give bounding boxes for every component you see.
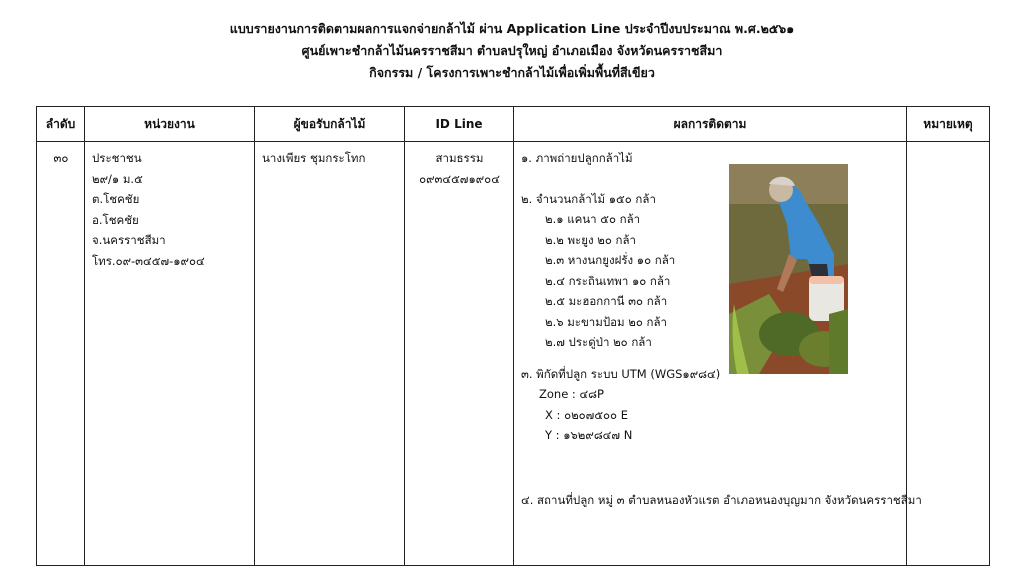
agency-cell	[85, 142, 255, 566]
seedling-item: ๒.๔ กระถินเทพา ๑๐ กล้า	[545, 273, 671, 288]
col-remark: หมายเหตุ	[907, 107, 990, 142]
report-activity: กิจกรรม / โครงการเพาะชำกล้าไม้เพื่อเพิ่มพื้นที่สีเขียว	[369, 65, 655, 80]
agency-province: จ.นครราชสีมา	[92, 233, 166, 247]
agency-phone: โทร.๐๙-๓๔๕๗-๑๙๐๔	[92, 253, 205, 268]
planting-photo-icon	[729, 164, 848, 374]
table-row	[37, 142, 990, 566]
seedling-item: ๒.๖ มะขามป้อม ๒๐ กล้า	[545, 314, 668, 329]
report-table	[36, 106, 990, 566]
photo-label: ๑. ภาพถ่ายปลูกกล้าไม้	[521, 151, 633, 165]
report-title: แบบรายงานการติดตามผลการแจกจ่ายกล้าไม้ ผ่าน Application Line ประจำปีงบประมาณ พ.ศ.๒๕๖๑	[229, 21, 795, 36]
coord-label: ๓. พิกัดที่ปลูก ระบบ UTM (WGS๑๙๘๔)	[521, 366, 721, 381]
seedling-count: ๒. จำนวนกล้าไม้ ๑๕๐ กล้า	[521, 191, 656, 206]
results-cell	[514, 142, 922, 566]
col-agency: หน่วยงาน	[85, 107, 255, 142]
planting-location: ๔. สถานที่ปลูก หมู่ ๓ ตำบลหนองหัวแรต อำเภอหนองบุญมาก จังหวัดนครราชสีมา	[521, 493, 922, 507]
agency-subdistrict: ต.โชคชัย	[92, 192, 140, 206]
recipient-name: นางเพียร ชุมกระโทก	[262, 151, 366, 165]
report-header	[0, 18, 1024, 84]
col-recipient: ผู้ขอรับกล้าไม้	[255, 107, 405, 142]
seq-cell	[37, 142, 85, 566]
seedling-item: ๒.๕ มะฮอกกานี ๓๐ กล้า	[545, 294, 668, 308]
report-center: ศูนย์เพาะชำกล้าไม้นครราชสีมา ตำบลปรุใหญ่ อำเภอเมือง จังหวัดนครราชสีมา	[301, 43, 723, 58]
id-line-number: ๐๙๓๔๕๗๑๙๐๔	[419, 171, 500, 186]
col-seq: ลำดับ	[37, 107, 85, 142]
coord-zone: Zone : ๔๘P	[539, 387, 604, 401]
remark-value	[907, 142, 989, 148]
seq-value: ๓๐	[53, 151, 69, 165]
coord-x: X : ๐๒๐๗๕๐๐ E	[545, 407, 628, 422]
id-line-cell	[405, 142, 514, 566]
coord-y: Y : ๑๖๒๙๘๔๗ N	[545, 428, 633, 442]
col-results: ผลการติดตาม	[514, 107, 907, 142]
seedling-item: ๒.๓ หางนกยูงฝรั่ง ๑๐ กล้า	[545, 253, 676, 267]
agency-district: อ.โชคชัย	[92, 212, 139, 227]
agency-type: ประชาชน	[92, 151, 142, 165]
id-line-name: สามธรรม	[435, 151, 484, 165]
seedling-item: ๒.๗ ประดู่ป่า ๒๐ กล้า	[545, 335, 652, 349]
seedling-item: ๒.๑ แคนา ๕๐ กล้า	[545, 212, 641, 226]
seedling-item: ๒.๒ พะยูง ๒๐ กล้า	[545, 232, 636, 247]
recipient-cell	[255, 142, 405, 566]
planting-photo	[729, 164, 848, 374]
col-id-line: ID Line	[405, 107, 514, 142]
table-header-row	[37, 107, 990, 142]
agency-address: ๒๙/๑ ม.๕	[92, 171, 143, 186]
